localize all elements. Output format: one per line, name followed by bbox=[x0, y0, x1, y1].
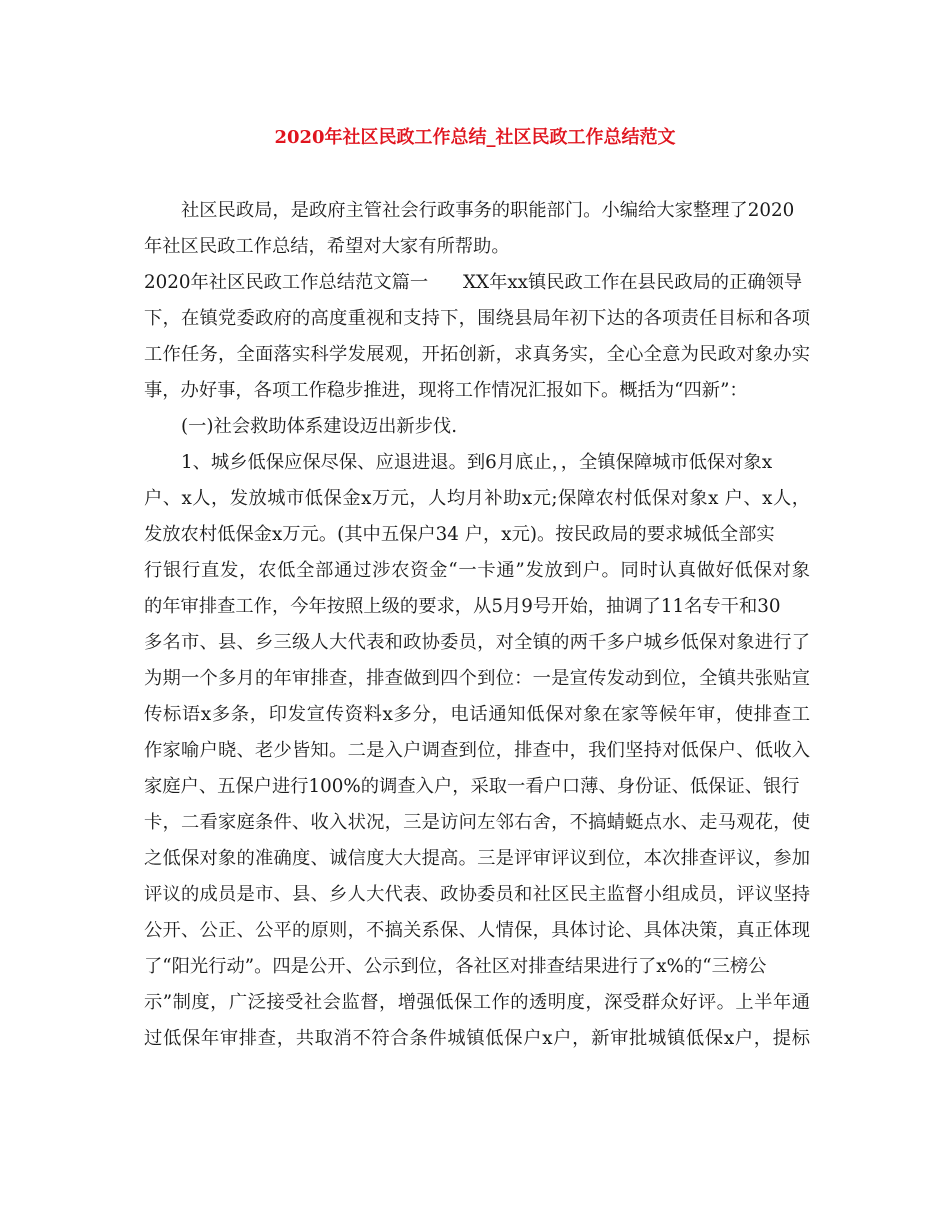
section-heading: (一)社会救助体系建设迈出新步伐. bbox=[181, 416, 458, 437]
body-line: 户、x人，发放城市低保金x万元，人均月补助x元;保障农村低保对象x 户、x人， bbox=[144, 488, 810, 509]
body-line: 1、城乡低保应保尽保、应退进退。到6月底止，，全镇保障城市低保对象x bbox=[181, 452, 773, 473]
body-line: 工作任务，全面落实科学发展观，开拓创新，求真务实，全心全意为民政对象办实 bbox=[144, 344, 810, 365]
body-line: 行银行直发，农低全部通过涉农资金“一卡通”发放到户。同时认真做好低保对象 bbox=[144, 560, 810, 581]
body-line: 家庭户、五保户进行100%的调查入户，采取一看户口薄、身份证、低保证、银行 bbox=[144, 776, 800, 797]
body-line: 多名市、县、乡三级人大代表和政协委员，对全镇的两千多户城乡低保对象进行了 bbox=[144, 632, 810, 653]
body-line: 示”制度，广泛接受社会监督，增强低保工作的透明度，深受群众好评。上半年通 bbox=[144, 992, 810, 1013]
body-line: 2020年社区民政工作总结范文篇一 XX年xx镇民政工作在县民政局的正确领导 bbox=[144, 272, 803, 293]
body-line: 卡，二看家庭条件、收入状况，三是访问左邻右舍，不搞蜻蜓点水、走马观花，使 bbox=[144, 812, 810, 833]
body-line: 社区民政局，是政府主管社会行政事务的职能部门。小编给大家整理了2020 bbox=[181, 200, 795, 221]
document-title: 2020年社区民政工作总结_社区民政工作总结范文 bbox=[274, 127, 676, 148]
body-line: 之低保对象的准确度、诚信度大大提高。三是评审评议到位，本次排查评议，参加 bbox=[144, 848, 810, 869]
body-line: 下，在镇党委政府的高度重视和支持下，围绕县局年初下达的各项责任目标和各项 bbox=[144, 308, 810, 329]
body-line: 的年审排查工作，今年按照上级的要求，从5月9号开始，抽调了11名专干和30 bbox=[144, 596, 781, 617]
body-line: 传标语x多条，印发宣传资料x多分，电话通知低保对象在家等候年审，使排查工 bbox=[144, 704, 810, 725]
body-line: 事，办好事，各项工作稳步推进，现将工作情况汇报如下。概括为“四新”： bbox=[144, 380, 748, 401]
body-line: 评议的成员是市、县、乡人大代表、政协委员和社区民主监督小组成员，评议坚持 bbox=[144, 884, 810, 905]
body-line: 发放农村低保金x万元。(其中五保户34 户，x元)。按民政局的要求城低全部实 bbox=[144, 524, 775, 545]
body-line: 公开、公正、公平的原则，不搞关系保、人情保，具体讨论、具体决策，真正体现 bbox=[144, 920, 810, 941]
body-line: 为期一个多月的年审排查，排查做到四个到位：一是宣传发动到位，全镇共张贴宣 bbox=[144, 668, 810, 689]
body-line: 了“阳光行动”。四是公开、公示到位，各社区对排查结果进行了x%的“三榜公 bbox=[144, 956, 767, 977]
body-line: 年社区民政工作总结，希望对大家有所帮助。 bbox=[144, 236, 510, 257]
body-line: 作家喻户晓、老少皆知。二是入户调查到位，排查中，我们坚持对低保户、低收入 bbox=[144, 740, 810, 761]
body-line: 过低保年审排查，共取消不符合条件城镇低保户x户，新审批城镇低保x户，提标 bbox=[144, 1028, 810, 1049]
